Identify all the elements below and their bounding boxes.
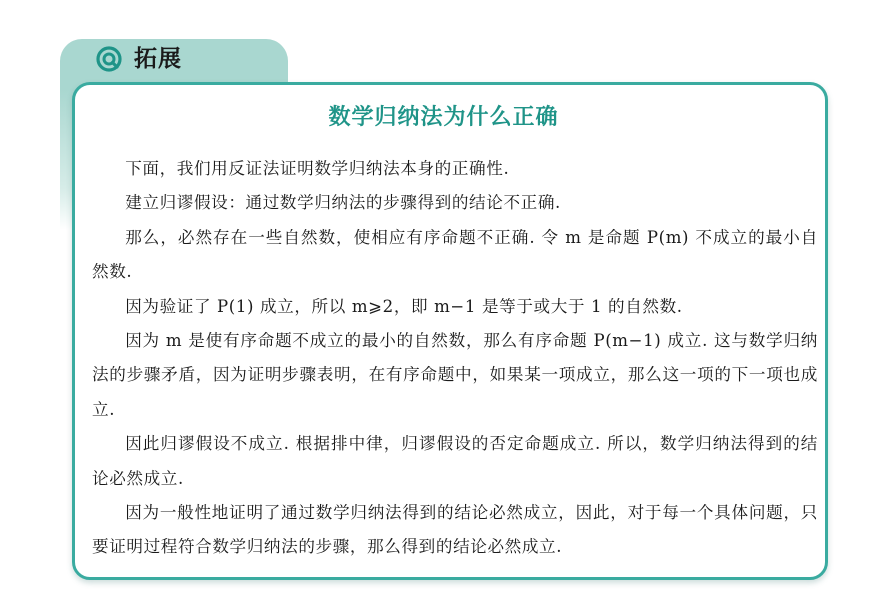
explore-icon [96, 46, 122, 72]
paragraph: 因为验证了 P(1) 成立，所以 m⩾2，即 m−1 是等于或大于 1 的自然数. [125, 296, 683, 316]
paragraph: 因为 m 是使有序命题不成立的最小的自然数，那么有序命题 P(m−1) 成立. 这与数学归纳法的步骤矛盾，因为证明步骤表明，在有序命题中，如果某一项成立，那么这一项的下一项也成立. [92, 331, 818, 419]
paragraph: 建立归谬假设：通过数学归纳法的步骤得到的结论不正确. [125, 193, 561, 213]
card-title: 数学归纳法为什么正确 [328, 105, 559, 130]
card-body [92, 152, 818, 565]
paragraph: 那么，必然存在一些自然数，使相应有序命题不正确. 令 m 是命题 P(m) 不成立的最小自然数. [92, 227, 818, 282]
section-label: 拓展 [134, 46, 182, 72]
paragraph: 下面，我们用反证法证明数学归纳法本身的正确性. [125, 159, 510, 178]
paragraph: 因为一般性地证明了通过数学归纳法得到的结论必然成立，因此，对于每一个具体问题，只要证明过程符合数学归纳法的步骤，那么得到的结论必然成立. [92, 503, 818, 557]
paragraph: 因此归谬假设不成立. 根据排中律，归谬假设的否定命题成立. 所以，数学归纳法得到的结论必然成立. [92, 434, 818, 488]
